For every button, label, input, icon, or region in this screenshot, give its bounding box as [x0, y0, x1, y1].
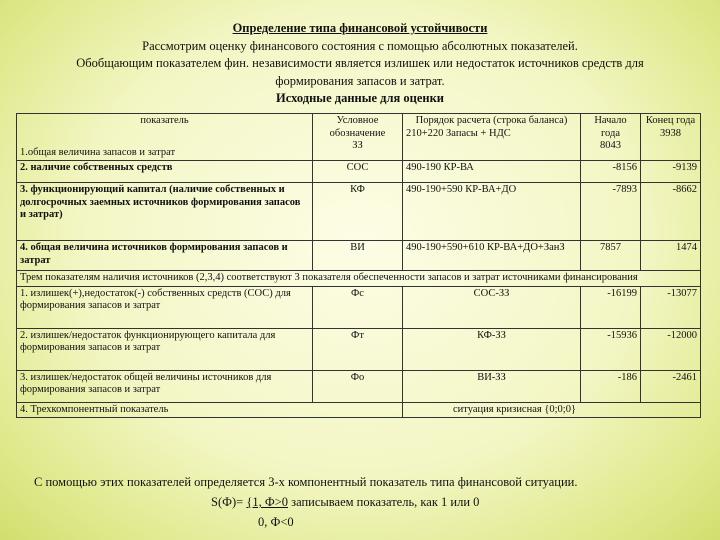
table-row	[17, 161, 701, 183]
row-end: 3938	[660, 127, 681, 139]
row-calc: СОС-ЗЗ	[403, 286, 581, 328]
row-name: 4. общая величина источников формирования запасов и затрат	[17, 241, 313, 271]
row-name: 2. излишек/недостаток функционирующего капитала для формирования запасов и затрат	[17, 328, 313, 370]
row-value: ситуация кризисная {0;0;0}	[403, 402, 701, 418]
table-row	[17, 328, 701, 370]
row-end: -2461	[641, 370, 701, 402]
financial-stability-table	[16, 113, 701, 418]
column-header-calc: Порядок расчета (строка баланса)	[415, 115, 568, 126]
end-cell	[641, 114, 701, 161]
table-row	[17, 402, 701, 418]
row-symbol: КФ	[313, 183, 403, 241]
row-name: 4. Трехкомпонентный показатель	[17, 402, 403, 418]
row-end: 1474	[641, 241, 701, 271]
table-row	[17, 271, 701, 287]
page-title: Определение типа финансовой устойчивости	[232, 21, 488, 35]
row-name: 3. излишек/недостаток общей величины источников для формирования запасов и затрат	[17, 370, 313, 402]
table-row	[17, 286, 701, 328]
row-end: -13077	[641, 286, 701, 328]
row-name: 1. излишек(+),недостаток(-) собственных средств (СОС) для формирования запасов и затрат	[17, 286, 313, 328]
row-symbol: ЗЗ	[352, 140, 363, 151]
intro-line-1: Рассмотрим оценку финансового состояния с помощью абсолютных показателей.	[142, 38, 578, 53]
column-header-end: Конец года	[645, 115, 696, 126]
header	[0, 20, 720, 108]
row-name: 2. наличие собственных средств	[17, 161, 313, 183]
row-name: 3. функционирующий капитал (наличие собственных и долгосрочных заемных источников формирования запасов и затрат)	[17, 183, 313, 241]
formula-case-2: 0, Ф<0	[258, 515, 294, 529]
row-symbol: ВИ	[313, 241, 403, 271]
row-symbol: Фо	[313, 370, 403, 402]
footer	[0, 472, 720, 532]
row-calc: 490-190+590 КР-ВА+ДО	[403, 183, 581, 241]
row-symbol: СОС	[313, 161, 403, 183]
formula-suffix: записываем показатель, как 1 или 0	[288, 495, 480, 509]
table-subtitle: Исходные данные для оценки	[276, 91, 444, 105]
formula-case-1: {1, Ф>0	[246, 495, 289, 509]
symbol-cell	[313, 114, 403, 161]
row-symbol: Фс	[313, 286, 403, 328]
row-name: 1.общая величина запасов и затрат	[20, 146, 176, 158]
row-calc: 490-190+590+610 КР-ВА+ДО+ЗанЗ	[403, 241, 581, 271]
formula-line	[211, 492, 720, 512]
row-start: -16199	[581, 286, 641, 328]
row-end: -12000	[641, 328, 701, 370]
formula-prefix: S(Ф)=	[211, 495, 247, 509]
row-start: -7893	[581, 183, 641, 241]
table-row	[17, 370, 701, 402]
intro-line-3: формирования запасов и затрат.	[275, 73, 445, 88]
table-row	[17, 114, 701, 161]
row-start: 7857	[581, 241, 641, 271]
row-end: -8662	[641, 183, 701, 241]
row-start: -186	[581, 370, 641, 402]
row-start: 8043	[600, 140, 621, 151]
table-row	[17, 183, 701, 241]
note-row: Трем показателям наличия источников (2,3,4) соответствуют 3 показателя обеспеченности запасов и затрат источниками финансирования	[17, 271, 701, 287]
calc-cell	[403, 114, 581, 161]
footer-line-1: С помощью этих показателей определяется 3-х компонентный показатель типа финансовой ситуации.	[34, 475, 578, 489]
row-end: -9139	[641, 161, 701, 183]
row-symbol: Фт	[313, 328, 403, 370]
row-start: -8156	[581, 161, 641, 183]
column-header-start: Начало года	[594, 115, 627, 139]
start-cell	[581, 114, 641, 161]
column-header-indicator: показатель	[140, 115, 189, 126]
table-row	[17, 241, 701, 271]
row-start: -15936	[581, 328, 641, 370]
intro-line-2: Обобщающим показателем фин. независимости является излишек или недостаток источников средств для	[76, 56, 644, 70]
row-calc: 490-190 КР-ВА	[403, 161, 581, 183]
row-calc: ВИ-ЗЗ	[403, 370, 581, 402]
column-header-symbol: Условное обозначение	[329, 115, 386, 139]
row-calc: 210+220 Запасы + НДС	[406, 127, 511, 139]
row-calc: КФ-ЗЗ	[403, 328, 581, 370]
header-indicator-cell	[17, 114, 313, 161]
